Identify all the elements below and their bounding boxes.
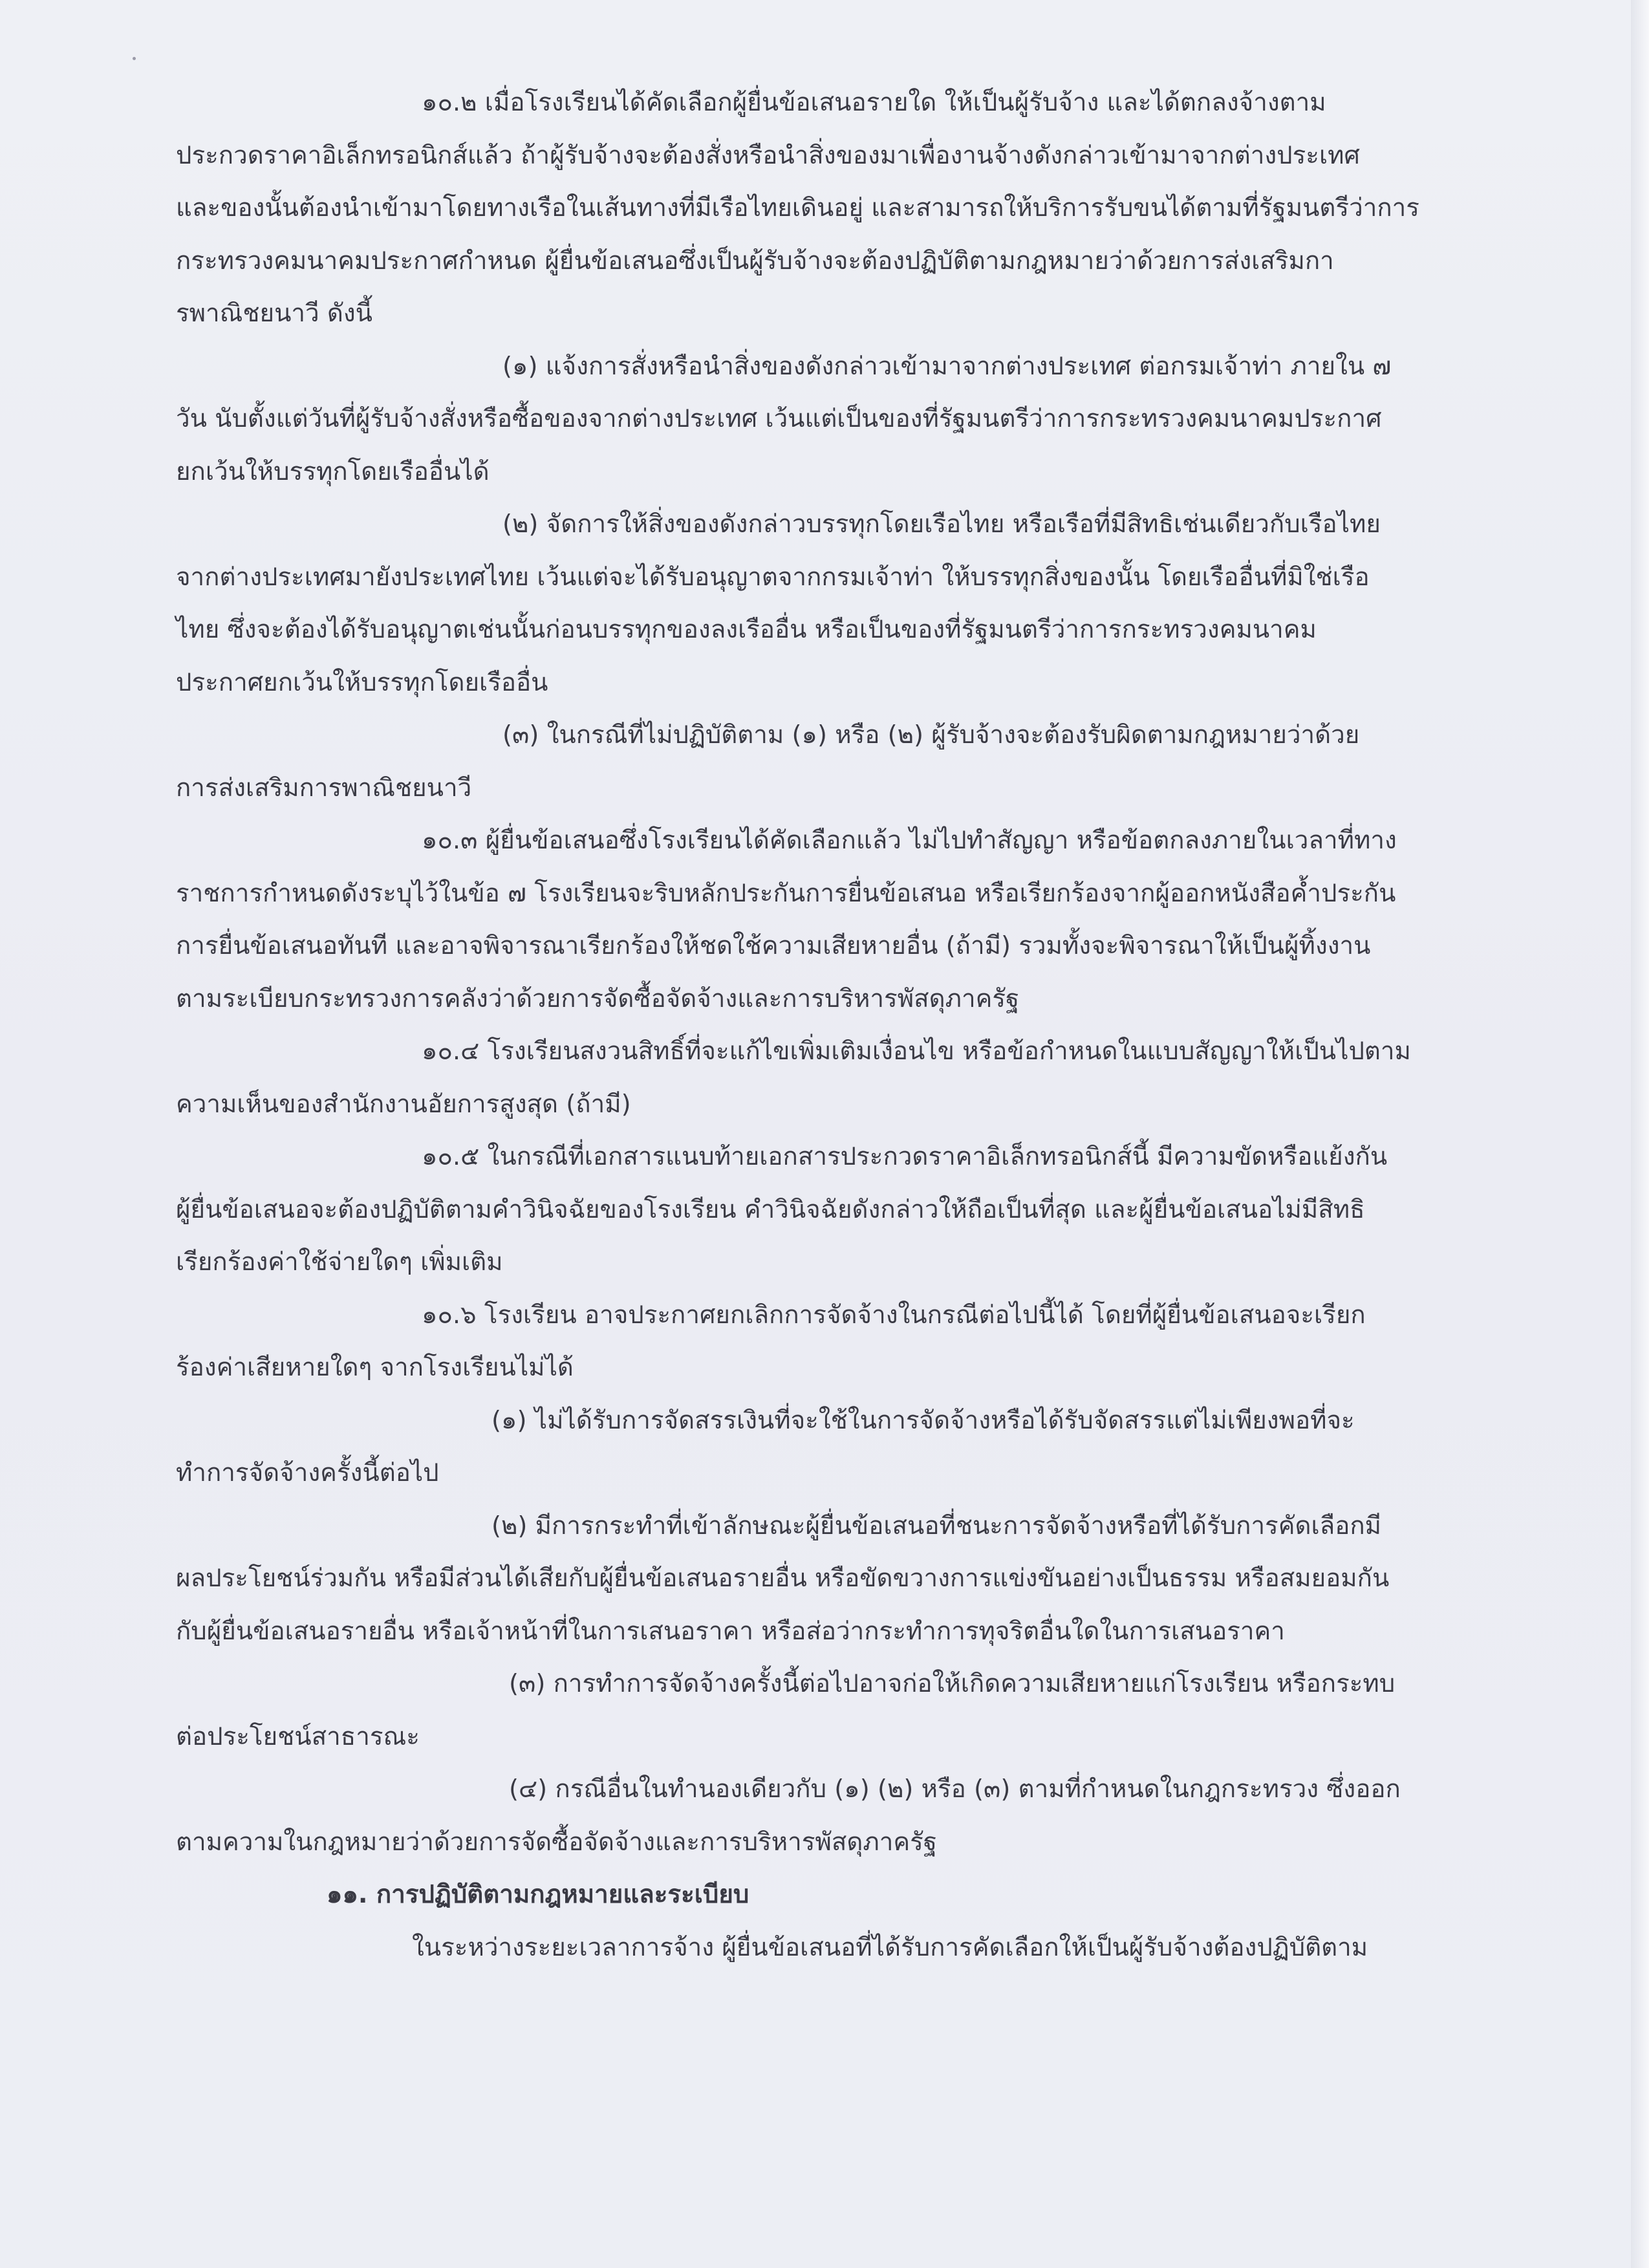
sub-item-4-line-2: ตามความในกฎหมายว่าด้วยการจัดซื้อจัดจ้างและการบริหารพัสดุภาครัฐ [176,1827,937,1857]
document-body [176,76,1479,1974]
item-1-line-1: (๑) แจ้งการสั่งหรือนำสิ่งของดังกล่าวเข้ามาจากต่างประเทศ ต่อกรมเจ้าท่า ภายใน ๗ [502,351,1392,381]
sub-item-1-line-2: ทำการจัดจ้างครั้งนี้ต่อไป [176,1458,439,1487]
clause-10-2-line-3: และของนั้นต้องนำเข้ามาโดยทางเรือในเส้นทางที่มีเรือไทยเดินอยู่ และสามารถให้บริการรับขนได้ตามที่รัฐมนตรีว่าการ [176,193,1419,222]
clause-10-3-line-3: การยื่นข้อเสนอทันที และอาจพิจารณาเรียกร้องให้ชดใช้ความเสียหายอื่น (ถ้ามี) รวมทั้งจะพิจารณาให้เป็นผู้ทิ้งงาน [176,931,1371,960]
clause-10-3-line-4: ตามระเบียบกระทรวงการคลังว่าด้วยการจัดซื้อจัดจ้างและการบริหารพัสดุภาครัฐ [176,984,1020,1013]
item-3-line-1: (๓) ในกรณีที่ไม่ปฏิบัติตาม (๑) หรือ (๒) ผู้รับจ้างจะต้องรับผิดตามกฎหมายว่าด้วย [502,720,1360,750]
item-1-line-3: ยกเว้นให้บรรทุกโดยเรืออื่นได้ [176,457,490,486]
item-2-line-3: ไทย ซึ่งจะต้องได้รับอนุญาตเช่นนั้นก่อนบรรทุกของลงเรืออื่น หรือเป็นของที่รัฐมนตรีว่าการกระทรวงคมนาคม [176,615,1317,644]
clause-10-5-line-2: ผู้ยื่นข้อเสนอจะต้องปฏิบัติตามคำวินิจฉัยของโรงเรียน คำวินิจฉัยดังกล่าวให้ถือเป็นที่สุด และผู้ยื่นข้อเสนอไม่มีสิทธิ [176,1194,1365,1224]
sub-item-2-line-2: ผลประโยชน์ร่วมกัน หรือมีส่วนได้เสียกับผู้ยื่นข้อเสนอรายอื่น หรือขัดขวางการแข่งขันอย่างเป็นธรรม หรือสมยอมกัน [176,1564,1390,1593]
clause-10-6-line-1: ๑๐.๖ โรงเรียน อาจประกาศยกเลิกการจัดจ้างในกรณีต่อไปนี้ได้ โดยที่ผู้ยื่นข้อเสนอจะเรียก [422,1300,1366,1330]
sub-item-4-line-1: (๔) กรณีอื่นในทำนองเดียวกับ (๑) (๒) หรือ (๓) ตามที่กำหนดในกฎกระทรวง ซึ่งออก [509,1775,1401,1804]
sub-item-2-line-1: (๒) มีการกระทำที่เข้าลักษณะผู้ยื่นข้อเสนอที่ชนะการจัดจ้างหรือที่ได้รับการคัดเลือกมี [491,1511,1382,1540]
clause-10-2-line-1: ๑๐.๒ เมื่อโรงเรียนได้คัดเลือกผู้ยื่นข้อเสนอรายใด ให้เป็นผู้รับจ้าง และได้ตกลงจ้างตาม [422,88,1326,117]
section-11-line-1: ในระหว่างระยะเวลาการจ้าง ผู้ยื่นข้อเสนอที่ได้รับการคัดเลือกให้เป็นผู้รับจ้างต้องปฏิบัติตาม [412,1932,1368,1962]
item-2-line-4: ประกาศยกเว้นให้บรรทุกโดยเรืออื่น [176,667,548,697]
clause-10-4-line-1: ๑๐.๔ โรงเรียนสงวนสิทธิ์ที่จะแก้ไขเพิ่มเติมเงื่อนไข หรือข้อกำหนดในแบบสัญญาให้เป็นไปตาม [422,1037,1411,1066]
sub-item-3-line-2: ต่อประโยชน์สาธารณะ [176,1722,420,1751]
clause-10-5-line-3: เรียกร้องค่าใช้จ่ายใดๆ เพิ่มเติม [176,1247,503,1277]
clause-10-3-line-2: ราชการกำหนดดังระบุไว้ในข้อ ๗ โรงเรียนจะริบหลักประกันการยื่นข้อเสนอ หรือเรียกร้องจากผู้ออกหนังสือค้ำประกัน [176,878,1396,908]
clause-10-2-line-4: กระทรวงคมนาคมประกาศกำหนด ผู้ยื่นข้อเสนอซึ่งเป็นผู้รับจ้างจะต้องปฏิบัติตามกฎหมายว่าด้วยการส่งเสริมกา [176,246,1334,275]
clause-10-6-line-2: ร้องค่าเสียหายใดๆ จากโรงเรียนไม่ได้ [176,1353,574,1382]
item-3-line-2: การส่งเสริมการพาณิชยนาวี [176,773,472,803]
clause-10-3-line-1: ๑๐.๓ ผู้ยื่นข้อเสนอซึ่งโรงเรียนได้คัดเลือกแล้ว ไม่ไปทำสัญญา หรือข้อตกลงภายในเวลาที่ทาง [422,826,1397,855]
item-2-line-2: จากต่างประเทศมายังประเทศไทย เว้นแต่จะได้รับอนุญาตจากกรมเจ้าท่า ให้บรรทุกสิ่งของนั้น โดยเรืออื่นที่มิใช่เรือ [176,562,1370,592]
clause-10-2-line-2: ประกวดราคาอิเล็กทรอนิกส์แล้ว ถ้าผู้รับจ้างจะต้องสั่งหรือนำสิ่งของมาเพื่องานจ้างดังกล่าวเข้ามาจากต่างประเทศ [176,140,1360,170]
section-11-heading: ๑๑. การปฏิบัติตามกฎหมายและระเบียบ [327,1880,749,1909]
sub-item-3-line-1: (๓) การทำการจัดจ้างครั้งนี้ต่อไปอาจก่อให้เกิดความเสียหายแก่โรงเรียน หรือกระทบ [509,1669,1396,1698]
item-2-line-1: (๒) จัดการให้สิ่งของดังกล่าวบรรทุกโดยเรือไทย หรือเรือที่มีสิทธิเช่นเดียวกับเรือไทย [502,510,1381,539]
clause-10-5-line-1: ๑๐.๕ ในกรณีที่เอกสารแนบท้ายเอกสารประกวดราคาอิเล็กทรอนิกส์นี้ มีความขัดหรือแย้งกัน [422,1142,1388,1171]
clause-10-4-line-2: ความเห็นของสำนักงานอัยการสูงสุด (ถ้ามี) [176,1089,631,1119]
sub-item-1-line-1: (๑) ไม่ได้รับการจัดสรรเงินที่จะใช้ในการจัดจ้างหรือได้รับจัดสรรแต่ไม่เพียงพอที่จะ [491,1405,1355,1435]
scan-speck [133,57,136,60]
sub-item-2-line-3: กับผู้ยื่นข้อเสนอรายอื่น หรือเจ้าหน้าที่ในการเสนอราคา หรือส่อว่ากระทำการทุจริตอื่นใดในการเสนอราคา [176,1616,1285,1646]
item-1-line-2: วัน นับตั้งแต่วันที่ผู้รับจ้างสั่งหรือซื้อของจากต่างประเทศ เว้นแต่เป็นของที่รัฐมนตรีว่าการกระทรวงคมนาคมประกาศ [176,404,1382,433]
clause-10-2-line-5: รพาณิชยนาวี ดังนี้ [176,299,372,328]
page-edge-shadow [1631,0,1649,2268]
